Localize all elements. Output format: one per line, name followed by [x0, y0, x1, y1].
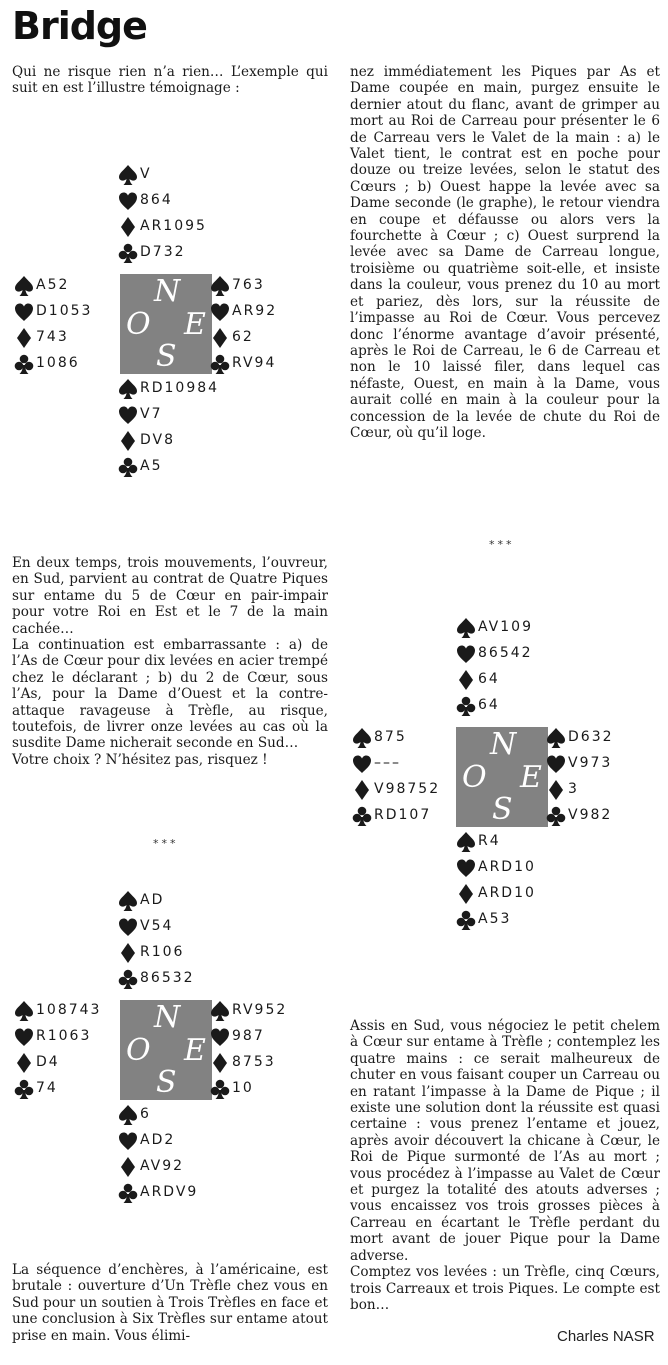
- cards: D732: [140, 244, 186, 260]
- cards: ARD10: [478, 885, 536, 901]
- compass-north: N: [154, 274, 181, 309]
- club-icon: [546, 805, 566, 827]
- compass-south: S: [156, 339, 177, 374]
- heart-icon: [118, 190, 138, 212]
- article4: [350, 1018, 660, 1313]
- article4-p1: Assis en Sud, vous négociez le petit chelem à Cœur sur entame à Trèfle ; contemplez les quatre mains : ce serait malheureux de chuter en vous faisant couper un Carreau ou en ratant l’impasse à la Dame de Pique ; il existe une solution dont la réussite est quasi certaine : vous prenez l’entame et jouez, après avoir découvert la chicane à Cœur, le Roi de Pique surmonté de l’As au mort ; vous procédez à l’impasse au Valet de Cœur et purgez la totalité des atouts adverses ; vous encaissez vos trois grosses pièces à Carreau en écartant le Trèfle perdant du mort avant de jouer Pique pour la Dame adverse.: [350, 1018, 660, 1264]
- cards: A53: [478, 911, 512, 927]
- cards: V7: [140, 406, 163, 422]
- article2: [12, 555, 328, 768]
- diamond-icon: [352, 779, 372, 801]
- article1-continuation-text: nez immédiatement les Piques par As et Dame coupée en main, purgez ensuite le dernier atout du flanc, avant de grimper au mort au Roi de Carreau pour présenter le 6 de Carreau vers le Valet de la main : a) le Valet tient, le contrat est en poche pour douze ou treize levées, selon le statut des Cœurs ; b) Ouest happe la levée avec sa Dame seconde (le graphe), le retour viendra en coupe et défausse ou alors vers la fourchette à Cœur ; c) Ouest surprend la levée avec sa Dame de Carreau longue, troisième ou quatrième soit-elle, et insiste dans la couleur, vous prenez du 10 au mort et pariez, dès lors, sur la réussite de l’impasse au Roi de Cœur. Vous percevez donc l’énorme avantage d’avoir présenté, après le Roi de Carreau, le 6 de Carreau et non le 10 laissé filer, dans lequel cas néfaste, Ouest, en main à la Dame, vous aurait collé en main à la couleur pour la concession de la levée de chute du Roi de Cœur, où qu’il loge.: [350, 64, 660, 441]
- club-icon: [118, 1182, 138, 1204]
- club-icon: [14, 1078, 34, 1100]
- spade-icon: [352, 727, 372, 749]
- separator: ***: [489, 538, 515, 551]
- diamond-icon: [118, 942, 138, 964]
- heart-icon: [546, 753, 566, 775]
- diamond-icon: [210, 327, 230, 349]
- cards: RV952: [232, 1002, 288, 1018]
- cards: 763: [232, 277, 265, 293]
- club-icon: [14, 353, 34, 375]
- diamond-icon: [118, 1156, 138, 1178]
- compass-east: E: [184, 1033, 206, 1068]
- separator: ***: [153, 837, 179, 850]
- diamond-icon: [210, 1052, 230, 1074]
- spade-icon: [118, 378, 138, 400]
- cards: 8753: [232, 1054, 276, 1070]
- spade-icon: [14, 275, 34, 297]
- spade-icon: [14, 1000, 34, 1022]
- compass-west: O: [126, 307, 151, 342]
- cards: DV8: [140, 432, 176, 448]
- heart-icon: [118, 916, 138, 938]
- club-icon: [210, 1078, 230, 1100]
- heart-icon: [210, 1026, 230, 1048]
- cards: 64: [478, 671, 500, 687]
- article4-p2: Comptez vos levées : un Trèfle, cinq Cœurs, trois Carreaux et trois Piques. Le compte est bon…: [350, 1264, 660, 1313]
- cards: –––: [374, 755, 401, 771]
- cards: A52: [36, 277, 70, 293]
- cards: ARD10: [478, 859, 536, 875]
- heart-icon: [352, 753, 372, 775]
- cards: V973: [568, 755, 613, 771]
- cards: 875: [374, 729, 407, 745]
- heart-icon: [118, 1130, 138, 1152]
- diamond-icon: [118, 430, 138, 452]
- cards: V: [140, 166, 152, 182]
- heart-icon: [14, 1026, 34, 1048]
- spade-icon: [210, 275, 230, 297]
- page-title: Bridge: [12, 4, 147, 48]
- cards: ARDV9: [140, 1184, 199, 1200]
- heart-icon: [118, 404, 138, 426]
- cards: AV109: [478, 619, 533, 635]
- cards: 62: [232, 329, 254, 345]
- author-signature: Charles NASR: [557, 1328, 655, 1345]
- cards: D1053: [36, 303, 93, 319]
- heart-icon: [14, 301, 34, 323]
- heart-icon: [210, 301, 230, 323]
- cards: D632: [568, 729, 614, 745]
- article2-p1: En deux temps, trois mouvements, l’ouvreur, en Sud, parvient au contrat de Quatre Piques sur entame du 5 de Cœur en pair-impair pour votre Roi en Est et le 7 de la main cachée…: [12, 555, 328, 637]
- article3: [12, 1262, 328, 1344]
- cards: 86532: [140, 970, 195, 986]
- spade-icon: [210, 1000, 230, 1022]
- article1-intro-text: Qui ne risque rien n’a rien… L’exemple qui suit en est l’illustre témoignage :: [12, 64, 328, 97]
- compass: [120, 274, 212, 374]
- cards: R4: [478, 833, 501, 849]
- article3-p1: La séquence d’enchères, à l’américaine, est brutale : ouverture d’Un Trèfle chez vous en Sud pour un soutien à Trois Trèfles en face et une conclusion à Six Trèfles sur entame atout prise en main. Vous élimi-: [12, 1262, 328, 1344]
- spade-icon: [546, 727, 566, 749]
- cards: 1086: [36, 355, 80, 371]
- club-icon: [352, 805, 372, 827]
- spade-icon: [118, 1104, 138, 1126]
- spade-icon: [456, 617, 476, 639]
- cards: V54: [140, 918, 174, 934]
- cards: 987: [232, 1028, 265, 1044]
- cards: 743: [36, 329, 69, 345]
- cards: R106: [140, 944, 185, 960]
- cards: 74: [36, 1080, 58, 1096]
- cards: AR1095: [140, 218, 207, 234]
- compass-south: S: [492, 792, 513, 827]
- cards: RD10984: [140, 380, 220, 396]
- cards: 108743: [36, 1002, 102, 1018]
- club-icon: [118, 456, 138, 478]
- club-icon: [456, 695, 476, 717]
- diamond-icon: [456, 883, 476, 905]
- club-icon: [118, 968, 138, 990]
- article1-intro: [12, 64, 328, 97]
- cards: 86542: [478, 645, 533, 661]
- cards: RD107: [374, 807, 432, 823]
- cards: AD2: [140, 1132, 176, 1148]
- compass: [120, 1000, 212, 1100]
- article2-p2: La continuation est embarrassante : a) de l’As de Cœur pour dix levées en acier trempé chez le déclarant ; b) du 2 de Cœur, sous l’As, pour la Dame d’Ouest et la contre-attaque ravageuse à Trèfle, au risque, toutefois, de livrer onze levées au cas où la susdite Dame nicherait seconde en Sud…: [12, 637, 328, 752]
- compass-west: O: [462, 760, 487, 795]
- diamond-icon: [118, 216, 138, 238]
- club-icon: [118, 242, 138, 264]
- spade-icon: [118, 890, 138, 912]
- compass-east: E: [184, 307, 206, 342]
- cards: AD: [140, 892, 165, 908]
- diamond-icon: [14, 327, 34, 349]
- compass-east: E: [520, 760, 542, 795]
- spade-icon: [118, 164, 138, 186]
- compass: [456, 727, 548, 827]
- cards: RV94: [232, 355, 277, 371]
- cards: R1063: [36, 1028, 92, 1044]
- compass-south: S: [156, 1065, 177, 1100]
- heart-icon: [456, 643, 476, 665]
- cards: 6: [140, 1106, 151, 1122]
- club-icon: [456, 909, 476, 931]
- cards: 64: [478, 697, 500, 713]
- diamond-icon: [546, 779, 566, 801]
- cards: A5: [140, 458, 163, 474]
- heart-icon: [456, 857, 476, 879]
- cards: 10: [232, 1080, 254, 1096]
- cards: AR92: [232, 303, 278, 319]
- cards: V98752: [374, 781, 441, 797]
- compass-west: O: [126, 1033, 151, 1068]
- club-icon: [210, 353, 230, 375]
- diamond-icon: [456, 669, 476, 691]
- article2-p3: Votre choix ? N’hésitez pas, risquez !: [12, 751, 268, 768]
- spade-icon: [456, 831, 476, 853]
- cards: 864: [140, 192, 173, 208]
- cards: D4: [36, 1054, 60, 1070]
- cards: 3: [568, 781, 579, 797]
- compass-north: N: [490, 727, 517, 762]
- diamond-icon: [14, 1052, 34, 1074]
- article1-continuation: [350, 64, 660, 441]
- cards: V982: [568, 807, 613, 823]
- cards: AV92: [140, 1158, 185, 1174]
- compass-north: N: [154, 1000, 181, 1035]
